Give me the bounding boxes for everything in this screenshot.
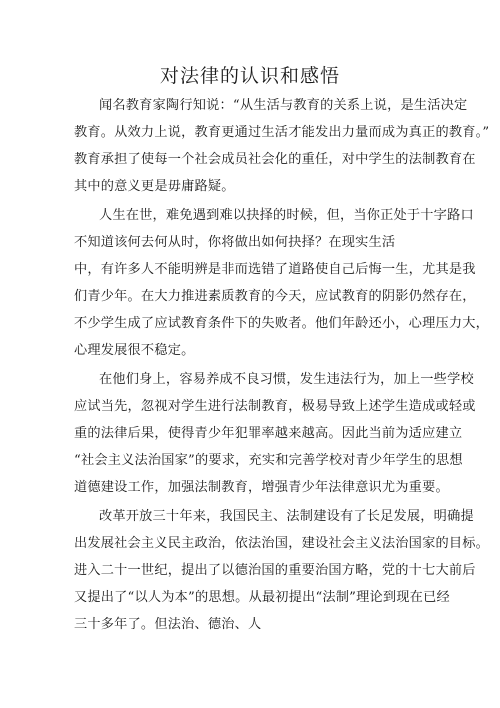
text-line-6: 不知道该何去何从时，你将做出如何抉择？在现实生活 — [74, 235, 396, 250]
text-line-10: 心理发展很不稳定。 — [74, 343, 195, 358]
text-line-13: 重的法律后果，使得青少年犯罪率越来越高。因此当前为适应建立 — [74, 426, 463, 441]
text-line-1: 闻名教育家陶行知说：“从生活与教育的关系上说，是生活决定 — [99, 98, 468, 113]
text-line-2: 教育。从效力上说，教育更通过生活才能发出力量而成为真正的教育。” — [74, 125, 490, 140]
text-line-7: 中，有许多人不能明辨是非而选错了道路使自己后悔一生，尤其是我 — [74, 262, 476, 277]
text-line-20: 三十多年了。但法治、德治、人 — [74, 617, 262, 632]
text-line-9: 不少学生成了应试教育条件下的失败者。他们年龄还小，心理压力大， — [74, 316, 490, 331]
text-line-4: 其中的意义更是毋庸路疑。 — [74, 179, 235, 194]
document-title: 对法律的认识和感悟 — [159, 65, 340, 87]
text-line-15: 道德建设工作，加强法制教育，增强青少年法律意识尤为重要。 — [74, 480, 449, 495]
text-line-17: 出发展社会主义民主政治，依法治国，建设社会主义法治国家的目标。 — [74, 536, 490, 551]
text-line-18: 进入二十一世纪，提出了以德治国的重要治国方略，党的十七大前后 — [74, 563, 476, 578]
text-line-14: “社会主义法治国家”的要求，充实和完善学校对青少年学生的思想 — [74, 453, 463, 468]
text-line-12: 应试当先，忽视对学生进行法制教育，极易导致上述学生造成或轻或 — [74, 399, 476, 414]
text-line-5: 人生在世，难免遇到难以抉择的时候，但，当你正处于十字路口 — [99, 208, 474, 223]
text-line-19: 又提出了“以人为本”的思想。从最初提出“法制”理论到现在已经 — [74, 590, 450, 605]
text-line-16: 改革开放三十年来，我国民主、法制建设有了长足发展，明确提 — [99, 509, 474, 524]
text-line-3: 教育承担了使每一个社会成员社会化的重任，对中学生的法制教育在 — [74, 152, 476, 167]
text-line-8: 们青少年。在大力推进素质教育的今天，应试教育的阴影仍然存在， — [74, 289, 476, 304]
text-line-11: 在他们身上，容易养成不良习惯，发生违法行为，加上一些学校 — [99, 372, 474, 387]
